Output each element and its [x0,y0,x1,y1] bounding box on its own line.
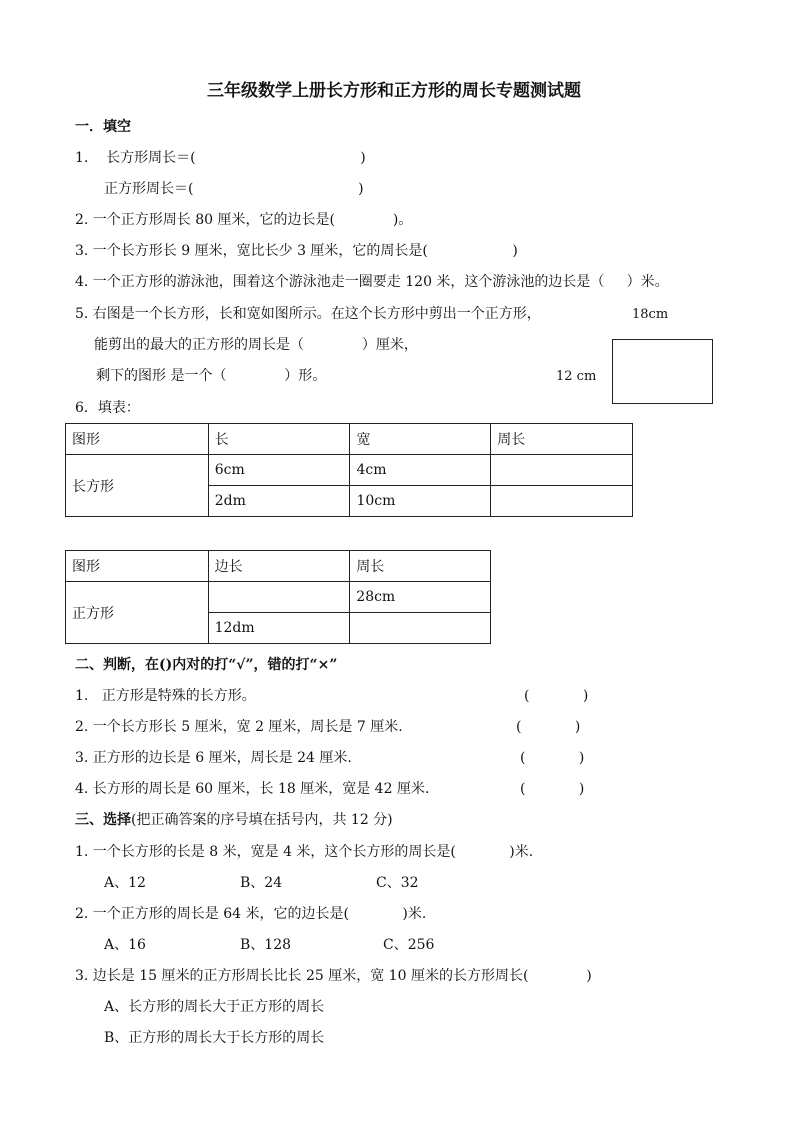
figure-length-label: 18cm [632,307,669,322]
table1-cell-blank [491,455,633,486]
section3-heading-rest: (把正确答案的序号填在括号内，共 12 分) [131,812,393,828]
judge-paren-3: ( ) [520,750,585,766]
q2: 2. 一个正方形周长 80 厘米，它的边长是( )。 [75,212,413,228]
q5-line3: 剩下的图形 是一个（ ）形。 [96,368,327,384]
section2-heading: 二、判断，在()内对的打“√”，错的打“×” [75,657,338,673]
table1-cell: 10cm [350,486,491,517]
table1-cell: 6cm [208,455,350,486]
choice-q3-option-b: B、正方形的周长大于长方形的周长 [104,1030,325,1046]
q3: 3. 一个长方形长 9 厘米，宽比长少 3 厘米，它的周长是( ) [75,243,518,259]
table1-header-shape: 图形 [66,424,209,455]
table1-header-length: 长 [208,424,350,455]
judge-paren-4: ( ) [520,781,585,797]
section1-heading: 一．填空 [75,119,131,135]
section3-heading-bold: 三、选择 [75,812,131,828]
table1-cell: 4cm [350,455,491,486]
judge-paren-1: ( ) [524,688,589,704]
square-table [65,550,491,644]
table2-cell-blank [208,582,350,613]
rectangle-figure [612,339,713,404]
choice-q3: 3. 边长是 15 厘米的正方形周长比长 25 厘米，宽 10 厘米的长方形周长( ) [75,968,592,984]
page-title: 三年级数学上册长方形和正方形的周长专题测试题 [207,81,581,101]
table2-cell: 28cm [350,582,491,613]
figure-width-label: 12 cm [556,369,597,384]
q1-square-perimeter: 正方形周长＝( ) [104,181,364,197]
choice-q1-option-b: B、24 [240,875,283,891]
judge-item-2: 2. 一个长方形长 5 厘米，宽 2 厘米，周长是 7 厘米. [75,719,403,735]
choice-q2: 2. 一个正方形的周长是 64 米，它的边长是( )米. [75,906,427,922]
table1-cell-blank [491,486,633,517]
choice-q2-option-c: C、256 [383,937,435,953]
judge-item-1: 1. 正方形是特殊的长方形。 [75,688,256,704]
choice-q1: 1. 一个长方形的长是 8 米，宽是 4 米，这个长方形的周长是( )米. [75,844,534,860]
judge-item-3: 3. 正方形的边长是 6 厘米，周长是 24 厘米. [75,750,352,766]
table1-row-label: 长方形 [66,455,209,517]
section3-heading [75,810,393,830]
table1-header-perimeter: 周长 [491,424,633,455]
table2-header-perimeter: 周长 [350,551,491,582]
choice-q1-option-a: A、12 [104,875,146,891]
choice-q2-option-b: B、128 [240,937,292,953]
table2-header-side: 边长 [208,551,350,582]
table2-row-label: 正方形 [66,582,209,644]
q6-label: 6．填表： [75,400,140,416]
q5-line1: 5. 右图是一个长方形，长和宽如图所示。在这个长方形中剪出一个正方形， [75,306,541,322]
q1-rectangle-perimeter: 1. 长方形周长＝( ) [75,150,366,166]
q4: 4. 一个正方形的游泳池，围着这个游泳池走一圈要走 120 米，这个游泳池的边长是（ ）米。 [75,274,669,290]
table2-cell: 12dm [208,613,350,644]
judge-paren-2: ( ) [516,719,581,735]
choice-q2-option-a: A、16 [104,937,146,953]
q5-line2: 能剪出的最大的正方形的周长是（ ）厘米， [94,337,418,353]
choice-q3-option-a: A、长方形的周长大于正方形的周长 [104,999,325,1015]
judge-item-4: 4. 长方形的周长是 60 厘米，长 18 厘米，宽是 42 厘米. [75,781,430,797]
rectangle-table [65,423,633,517]
table2-cell-blank [350,613,491,644]
table2-header-shape: 图形 [66,551,209,582]
table1-header-width: 宽 [350,424,491,455]
table1-cell: 2dm [208,486,350,517]
choice-q1-option-c: C、32 [376,875,419,891]
